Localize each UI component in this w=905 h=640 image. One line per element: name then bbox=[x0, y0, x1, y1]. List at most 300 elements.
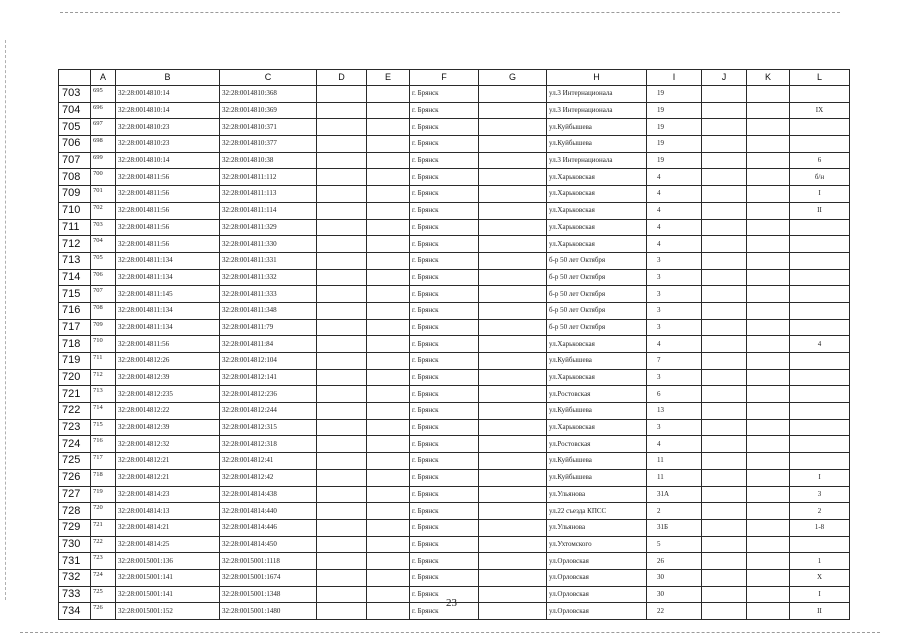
cell-f: г. Брянск bbox=[410, 536, 479, 553]
cell-e bbox=[367, 86, 410, 103]
cell-a: 701 bbox=[91, 186, 116, 203]
cell-i: 11 bbox=[647, 469, 702, 486]
cell-c: 32:28:0014812:315 bbox=[220, 419, 317, 436]
cell-i: 22 bbox=[647, 603, 702, 620]
cell-l: I bbox=[790, 469, 850, 486]
cell-h: ул.Ухтомского bbox=[547, 536, 647, 553]
cell-e bbox=[367, 469, 410, 486]
cell-a: 719 bbox=[91, 486, 116, 503]
cell-i: 13 bbox=[647, 403, 702, 420]
cell-i: 3 bbox=[647, 252, 702, 269]
cell-a: 713 bbox=[91, 386, 116, 403]
cell-a: 708 bbox=[91, 302, 116, 319]
cell-g bbox=[479, 136, 547, 153]
cell-c: 32:28:0014810:369 bbox=[220, 102, 317, 119]
cell-j bbox=[702, 286, 747, 303]
cell-h: ул.Орловская bbox=[547, 586, 647, 603]
cell-a: 710 bbox=[91, 336, 116, 353]
cell-h: б-р 50 лет Октября bbox=[547, 269, 647, 286]
cell-e bbox=[367, 202, 410, 219]
scan-artifact-bottom bbox=[20, 632, 880, 633]
cell-f: г. Брянск bbox=[410, 503, 479, 520]
cell-c: 32:28:0014811:348 bbox=[220, 302, 317, 319]
cell-d bbox=[317, 319, 367, 336]
cell-c: 32:28:0014811:331 bbox=[220, 252, 317, 269]
cell-j bbox=[702, 519, 747, 536]
cell-b: 32:28:0014814:13 bbox=[116, 503, 220, 520]
row-number: 720 bbox=[59, 369, 91, 386]
table-row bbox=[59, 169, 850, 186]
row-number: 717 bbox=[59, 319, 91, 336]
cell-a: 724 bbox=[91, 569, 116, 586]
cell-c: 32:28:0014812:104 bbox=[220, 353, 317, 370]
cell-l: IX bbox=[790, 102, 850, 119]
cell-h: ул.Куйбышева bbox=[547, 136, 647, 153]
cell-b: 32:28:0014810:23 bbox=[116, 136, 220, 153]
cell-i: 4 bbox=[647, 436, 702, 453]
row-number: 716 bbox=[59, 302, 91, 319]
cell-a: 712 bbox=[91, 369, 116, 386]
cell-i: 4 bbox=[647, 169, 702, 186]
cell-i: 3 bbox=[647, 302, 702, 319]
cell-k bbox=[747, 403, 790, 420]
cell-e bbox=[367, 486, 410, 503]
cell-c: 32:28:0015001:1118 bbox=[220, 553, 317, 570]
cell-l bbox=[790, 319, 850, 336]
cell-l: II bbox=[790, 202, 850, 219]
table-row bbox=[59, 403, 850, 420]
row-number: 708 bbox=[59, 169, 91, 186]
cell-l: 1-8 bbox=[790, 519, 850, 536]
cell-e bbox=[367, 353, 410, 370]
cell-h: б-р 50 лет Октября bbox=[547, 319, 647, 336]
cell-e bbox=[367, 286, 410, 303]
table-row bbox=[59, 152, 850, 169]
cell-l: X bbox=[790, 569, 850, 586]
cell-e bbox=[367, 403, 410, 420]
cell-j bbox=[702, 252, 747, 269]
row-number: 714 bbox=[59, 269, 91, 286]
cell-b: 32:28:0014812:26 bbox=[116, 353, 220, 370]
cell-c: 32:28:0014811:330 bbox=[220, 236, 317, 253]
cell-b: 32:28:0014811:145 bbox=[116, 286, 220, 303]
cell-j bbox=[702, 102, 747, 119]
cell-a: 706 bbox=[91, 269, 116, 286]
cell-f: г. Брянск bbox=[410, 119, 479, 136]
cell-j bbox=[702, 503, 747, 520]
column-header-k: K bbox=[747, 70, 790, 86]
cell-f: г. Брянск bbox=[410, 519, 479, 536]
cell-a: 697 bbox=[91, 119, 116, 136]
table-row bbox=[59, 302, 850, 319]
cell-g bbox=[479, 336, 547, 353]
cell-k bbox=[747, 353, 790, 370]
column-header-g: G bbox=[479, 70, 547, 86]
cell-l bbox=[790, 386, 850, 403]
cell-e bbox=[367, 419, 410, 436]
cell-h: ул.Харьковская bbox=[547, 336, 647, 353]
cell-h: ул.22 съезда КПСС bbox=[547, 503, 647, 520]
cell-b: 32:28:0014811:134 bbox=[116, 269, 220, 286]
cell-b: 32:28:0015001:141 bbox=[116, 569, 220, 586]
cell-g bbox=[479, 286, 547, 303]
cell-h: ул.Орловская bbox=[547, 553, 647, 570]
cell-h: ул.Орловская bbox=[547, 603, 647, 620]
cell-b: 32:28:0014812:39 bbox=[116, 369, 220, 386]
cell-i: 19 bbox=[647, 152, 702, 169]
cell-k bbox=[747, 503, 790, 520]
cell-b: 32:28:0015001:152 bbox=[116, 603, 220, 620]
cell-i: 3 bbox=[647, 319, 702, 336]
cell-k bbox=[747, 603, 790, 620]
cell-j bbox=[702, 119, 747, 136]
cell-c: 32:28:0014814:446 bbox=[220, 519, 317, 536]
cell-i: 4 bbox=[647, 236, 702, 253]
table-row bbox=[59, 486, 850, 503]
cell-e bbox=[367, 269, 410, 286]
column-header-h: H bbox=[547, 70, 647, 86]
cell-d bbox=[317, 136, 367, 153]
cell-c: 32:28:0015001:1674 bbox=[220, 569, 317, 586]
cell-c: 32:28:0014812:41 bbox=[220, 453, 317, 470]
cell-b: 32:28:0014811:56 bbox=[116, 336, 220, 353]
cell-d bbox=[317, 453, 367, 470]
cell-f: г. Брянск bbox=[410, 236, 479, 253]
cell-h: ул.3 Интернационала bbox=[547, 102, 647, 119]
cell-k bbox=[747, 302, 790, 319]
cell-f: г. Брянск bbox=[410, 386, 479, 403]
cell-e bbox=[367, 336, 410, 353]
cell-c: 32:28:0014811:79 bbox=[220, 319, 317, 336]
table-row bbox=[59, 252, 850, 269]
cell-h: б-р 50 лет Октября bbox=[547, 286, 647, 303]
cell-h: ул.Ростовская bbox=[547, 436, 647, 453]
cell-b: 32:28:0014811:134 bbox=[116, 252, 220, 269]
row-number: 713 bbox=[59, 252, 91, 269]
cell-j bbox=[702, 536, 747, 553]
cell-d bbox=[317, 486, 367, 503]
cell-c: 32:28:0015001:1480 bbox=[220, 603, 317, 620]
cell-a: 723 bbox=[91, 553, 116, 570]
cell-k bbox=[747, 553, 790, 570]
cell-e bbox=[367, 186, 410, 203]
cell-k bbox=[747, 319, 790, 336]
row-number: 710 bbox=[59, 202, 91, 219]
cell-b: 32:28:0014810:14 bbox=[116, 86, 220, 103]
cell-g bbox=[479, 202, 547, 219]
cell-l bbox=[790, 136, 850, 153]
cell-j bbox=[702, 186, 747, 203]
cell-f: г. Брянск bbox=[410, 419, 479, 436]
table-row bbox=[59, 469, 850, 486]
cell-j bbox=[702, 86, 747, 103]
cell-i: 3 bbox=[647, 286, 702, 303]
cell-h: ул.Куйбышева bbox=[547, 453, 647, 470]
cell-e bbox=[367, 136, 410, 153]
cell-a: 721 bbox=[91, 519, 116, 536]
cell-j bbox=[702, 152, 747, 169]
column-header-d: D bbox=[317, 70, 367, 86]
row-number: 715 bbox=[59, 286, 91, 303]
cell-l: 3 bbox=[790, 486, 850, 503]
column-header-a: A bbox=[91, 70, 116, 86]
column-header-e: E bbox=[367, 70, 410, 86]
cell-l: 4 bbox=[790, 336, 850, 353]
cell-k bbox=[747, 436, 790, 453]
column-header-l: L bbox=[790, 70, 850, 86]
row-number: 726 bbox=[59, 469, 91, 486]
row-number: 732 bbox=[59, 569, 91, 586]
cell-k bbox=[747, 119, 790, 136]
cell-a: 717 bbox=[91, 453, 116, 470]
cell-l bbox=[790, 353, 850, 370]
cell-j bbox=[702, 336, 747, 353]
cell-d bbox=[317, 403, 367, 420]
cell-h: ул.Харьковская bbox=[547, 419, 647, 436]
cell-a: 699 bbox=[91, 152, 116, 169]
cell-c: 32:28:0014812:42 bbox=[220, 469, 317, 486]
column-header-b: B bbox=[116, 70, 220, 86]
cell-l bbox=[790, 419, 850, 436]
cell-a: 704 bbox=[91, 236, 116, 253]
cell-b: 32:28:0014810:23 bbox=[116, 119, 220, 136]
row-number: 731 bbox=[59, 553, 91, 570]
cell-j bbox=[702, 386, 747, 403]
row-number: 728 bbox=[59, 503, 91, 520]
cell-c: 32:28:0014810:377 bbox=[220, 136, 317, 153]
cell-e bbox=[367, 586, 410, 603]
cell-i: 4 bbox=[647, 202, 702, 219]
row-number: 724 bbox=[59, 436, 91, 453]
cell-d bbox=[317, 386, 367, 403]
cell-j bbox=[702, 453, 747, 470]
row-number: 704 bbox=[59, 102, 91, 119]
cell-e bbox=[367, 569, 410, 586]
cell-h: ул.Орловская bbox=[547, 569, 647, 586]
cell-c: 32:28:0015001:1348 bbox=[220, 586, 317, 603]
cell-k bbox=[747, 536, 790, 553]
cell-c: 32:28:0014812:244 bbox=[220, 403, 317, 420]
cell-i: 19 bbox=[647, 86, 702, 103]
cell-l: 2 bbox=[790, 503, 850, 520]
cell-g bbox=[479, 219, 547, 236]
cell-d bbox=[317, 586, 367, 603]
cell-g bbox=[479, 586, 547, 603]
cell-j bbox=[702, 419, 747, 436]
cell-a: 709 bbox=[91, 319, 116, 336]
cell-f: г. Брянск bbox=[410, 353, 479, 370]
cell-l bbox=[790, 286, 850, 303]
cell-e bbox=[367, 453, 410, 470]
cell-j bbox=[702, 236, 747, 253]
cell-k bbox=[747, 202, 790, 219]
cell-f: г. Брянск bbox=[410, 553, 479, 570]
cell-c: 32:28:0014812:141 bbox=[220, 369, 317, 386]
cell-i: 11 bbox=[647, 453, 702, 470]
cell-d bbox=[317, 169, 367, 186]
cell-i: 5 bbox=[647, 536, 702, 553]
cell-a: 695 bbox=[91, 86, 116, 103]
cell-d bbox=[317, 419, 367, 436]
cell-d bbox=[317, 152, 367, 169]
cell-h: ул.3 Интернационала bbox=[547, 86, 647, 103]
cell-c: 32:28:0014811:113 bbox=[220, 186, 317, 203]
cell-j bbox=[702, 219, 747, 236]
cell-c: 32:28:0014811:84 bbox=[220, 336, 317, 353]
cell-h: ул.Харьковская bbox=[547, 186, 647, 203]
cell-l bbox=[790, 436, 850, 453]
cell-e bbox=[367, 603, 410, 620]
cell-l bbox=[790, 453, 850, 470]
cell-h: ул.Ульянова bbox=[547, 519, 647, 536]
cell-i: 4 bbox=[647, 219, 702, 236]
row-number: 712 bbox=[59, 236, 91, 253]
cell-i: 31Б bbox=[647, 519, 702, 536]
cell-b: 32:28:0014814:25 bbox=[116, 536, 220, 553]
cell-a: 715 bbox=[91, 419, 116, 436]
cell-b: 32:28:0014810:14 bbox=[116, 152, 220, 169]
cell-k bbox=[747, 186, 790, 203]
cell-b: 32:28:0015001:136 bbox=[116, 553, 220, 570]
cell-j bbox=[702, 603, 747, 620]
cell-e bbox=[367, 169, 410, 186]
column-header-corner bbox=[59, 70, 91, 86]
row-number: 721 bbox=[59, 386, 91, 403]
cell-j bbox=[702, 553, 747, 570]
scan-artifact-top bbox=[60, 12, 840, 13]
cell-b: 32:28:0014814:23 bbox=[116, 486, 220, 503]
cell-l bbox=[790, 252, 850, 269]
cell-c: 32:28:0014811:329 bbox=[220, 219, 317, 236]
cell-c: 32:28:0014814:450 bbox=[220, 536, 317, 553]
cell-i: 30 bbox=[647, 569, 702, 586]
cell-g bbox=[479, 553, 547, 570]
column-header-row bbox=[59, 70, 850, 86]
row-number: 709 bbox=[59, 186, 91, 203]
cell-j bbox=[702, 169, 747, 186]
cell-j bbox=[702, 319, 747, 336]
cell-f: г. Брянск bbox=[410, 586, 479, 603]
cell-d bbox=[317, 202, 367, 219]
cell-i: 26 bbox=[647, 553, 702, 570]
cell-k bbox=[747, 486, 790, 503]
cell-a: 711 bbox=[91, 353, 116, 370]
cell-g bbox=[479, 152, 547, 169]
cell-a: 707 bbox=[91, 286, 116, 303]
cell-d bbox=[317, 536, 367, 553]
cell-d bbox=[317, 302, 367, 319]
cell-e bbox=[367, 302, 410, 319]
cell-i: 4 bbox=[647, 336, 702, 353]
cell-f: г. Брянск bbox=[410, 152, 479, 169]
table-row bbox=[59, 236, 850, 253]
cell-l: 6 bbox=[790, 152, 850, 169]
cell-a: 714 bbox=[91, 403, 116, 420]
cell-g bbox=[479, 319, 547, 336]
cell-d bbox=[317, 436, 367, 453]
cell-b: 32:28:0014811:56 bbox=[116, 186, 220, 203]
cell-f: г. Брянск bbox=[410, 336, 479, 353]
table-row bbox=[59, 319, 850, 336]
cell-i: 31А bbox=[647, 486, 702, 503]
cell-k bbox=[747, 252, 790, 269]
cell-a: 696 bbox=[91, 102, 116, 119]
table-row bbox=[59, 286, 850, 303]
cell-i: 3 bbox=[647, 419, 702, 436]
table-row bbox=[59, 453, 850, 470]
cell-b: 32:28:0014811:56 bbox=[116, 202, 220, 219]
row-number: 719 bbox=[59, 353, 91, 370]
cell-d bbox=[317, 519, 367, 536]
cell-i: 2 bbox=[647, 503, 702, 520]
cell-a: 700 bbox=[91, 169, 116, 186]
table-row bbox=[59, 119, 850, 136]
cell-d bbox=[317, 369, 367, 386]
cell-g bbox=[479, 369, 547, 386]
cell-h: ул.Харьковская bbox=[547, 169, 647, 186]
cell-h: б-р 50 лет Октября bbox=[547, 252, 647, 269]
cell-b: 32:28:0014811:134 bbox=[116, 302, 220, 319]
column-header-j: J bbox=[702, 70, 747, 86]
cell-b: 32:28:0014812:21 bbox=[116, 453, 220, 470]
cell-k bbox=[747, 419, 790, 436]
cell-g bbox=[479, 469, 547, 486]
cell-c: 32:28:0014810:368 bbox=[220, 86, 317, 103]
cell-l: б/н bbox=[790, 169, 850, 186]
cell-f: г. Брянск bbox=[410, 369, 479, 386]
table-row bbox=[59, 553, 850, 570]
cell-i: 19 bbox=[647, 136, 702, 153]
table-row bbox=[59, 136, 850, 153]
cell-k bbox=[747, 102, 790, 119]
cell-d bbox=[317, 353, 367, 370]
column-header-c: C bbox=[220, 70, 317, 86]
cell-k bbox=[747, 136, 790, 153]
cell-k bbox=[747, 219, 790, 236]
cell-i: 3 bbox=[647, 269, 702, 286]
cell-a: 722 bbox=[91, 536, 116, 553]
cell-j bbox=[702, 403, 747, 420]
table-row bbox=[59, 503, 850, 520]
cell-g bbox=[479, 302, 547, 319]
cell-b: 32:28:0014812:21 bbox=[116, 469, 220, 486]
cell-i: 4 bbox=[647, 186, 702, 203]
cell-k bbox=[747, 386, 790, 403]
row-number: 725 bbox=[59, 453, 91, 470]
cell-a: 726 bbox=[91, 603, 116, 620]
row-number: 734 bbox=[59, 603, 91, 620]
cell-f: г. Брянск bbox=[410, 319, 479, 336]
cell-g bbox=[479, 569, 547, 586]
cell-l bbox=[790, 119, 850, 136]
page-number: 23 bbox=[446, 597, 457, 609]
cell-k bbox=[747, 236, 790, 253]
cell-c: 32:28:0014814:438 bbox=[220, 486, 317, 503]
cell-g bbox=[479, 386, 547, 403]
table-row bbox=[59, 386, 850, 403]
cell-h: ул.Куйбышева bbox=[547, 403, 647, 420]
cell-e bbox=[367, 119, 410, 136]
cell-c: 32:28:0014811:112 bbox=[220, 169, 317, 186]
cell-f: г. Брянск bbox=[410, 403, 479, 420]
cell-l bbox=[790, 302, 850, 319]
cell-g bbox=[479, 169, 547, 186]
cell-f: г. Брянск bbox=[410, 486, 479, 503]
spreadsheet-table bbox=[58, 69, 850, 620]
cell-j bbox=[702, 586, 747, 603]
table-row bbox=[59, 436, 850, 453]
cell-d bbox=[317, 186, 367, 203]
